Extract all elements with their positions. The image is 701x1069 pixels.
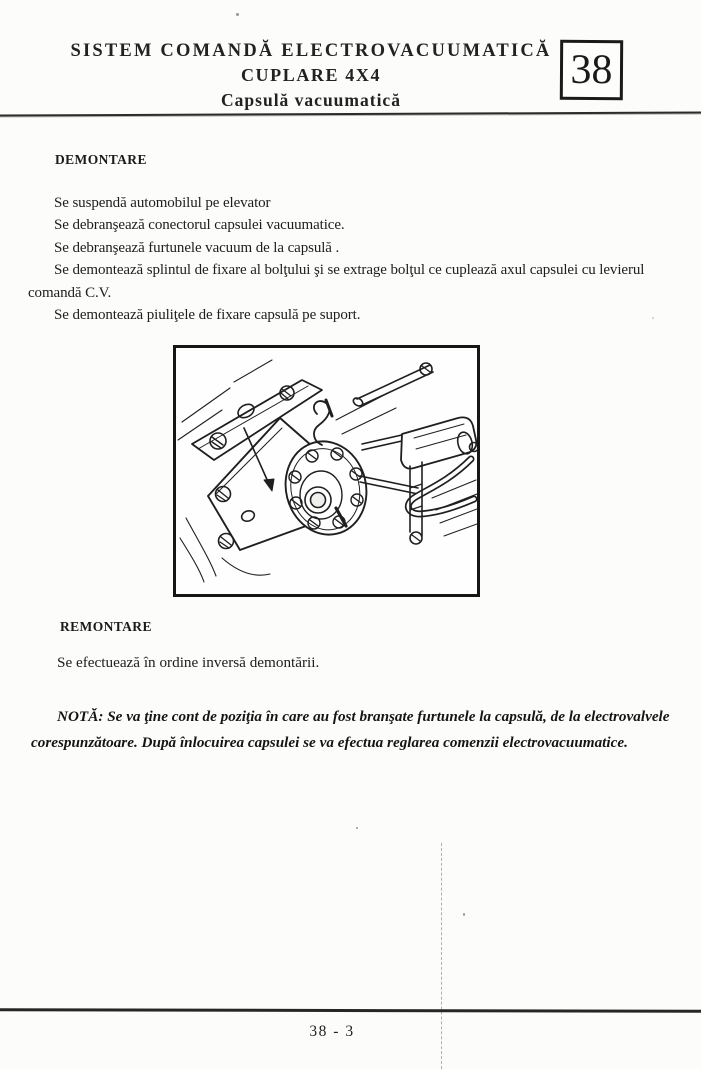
scan-speck <box>356 827 358 829</box>
nota-label: NOTĂ: <box>57 708 104 725</box>
demontare-step: Se demontează piuliţele de fixare capsulă pe suport. <box>54 307 361 323</box>
demontare-step: Se debranşează furtunele vacuum de la capsulă . <box>54 239 340 256</box>
nota-paragraph <box>31 704 683 756</box>
demontare-step: Se debranşează conectorul capsulei vacuumatice. <box>54 217 345 233</box>
chapter-number-box <box>560 40 623 100</box>
demontare-step: Se suspendă automobilul pe elevator <box>54 194 271 211</box>
scan-speck <box>463 913 465 916</box>
page-subtitle: Capsulă vacuumatică <box>221 90 401 110</box>
page-number: 38 - 3 <box>309 1023 355 1040</box>
footer-rule <box>0 1008 701 1012</box>
title-line-1: SISTEM COMANDĂ ELECTROVACUUMATICĂ <box>70 41 552 61</box>
vacuum-capsule-figure <box>173 345 480 597</box>
nota-text: Se va ţine cont de poziţia în care au fost branşate furtunele la capsulă, de la electrovalvele corespunzătoare. După înlocuirea capsulei se va efectua reglarea comenzii electrovacuumatice. <box>31 708 670 751</box>
scan-speck <box>236 13 239 16</box>
remontare-heading: REMONTARE <box>60 619 152 634</box>
header-rule <box>0 111 701 116</box>
scan-speck <box>652 317 654 319</box>
title-line-2: CUPLARE 4X4 <box>240 65 382 85</box>
demontare-heading: DEMONTARE <box>55 152 147 167</box>
chapter-number: 38 <box>570 46 613 94</box>
remontare-text: Se efectuează în ordine inversă demontării. <box>57 654 320 671</box>
page-header <box>0 41 622 111</box>
section-demontare <box>28 149 686 327</box>
fold-line-artifact <box>441 843 442 1069</box>
demontare-step: Se demontează splintul de fixare al bolţului şi se extrage bolţul ce cuplează axul capsulei cu levierul comandă C.V. <box>28 262 645 301</box>
vacuum-capsule-illustration <box>176 348 477 594</box>
